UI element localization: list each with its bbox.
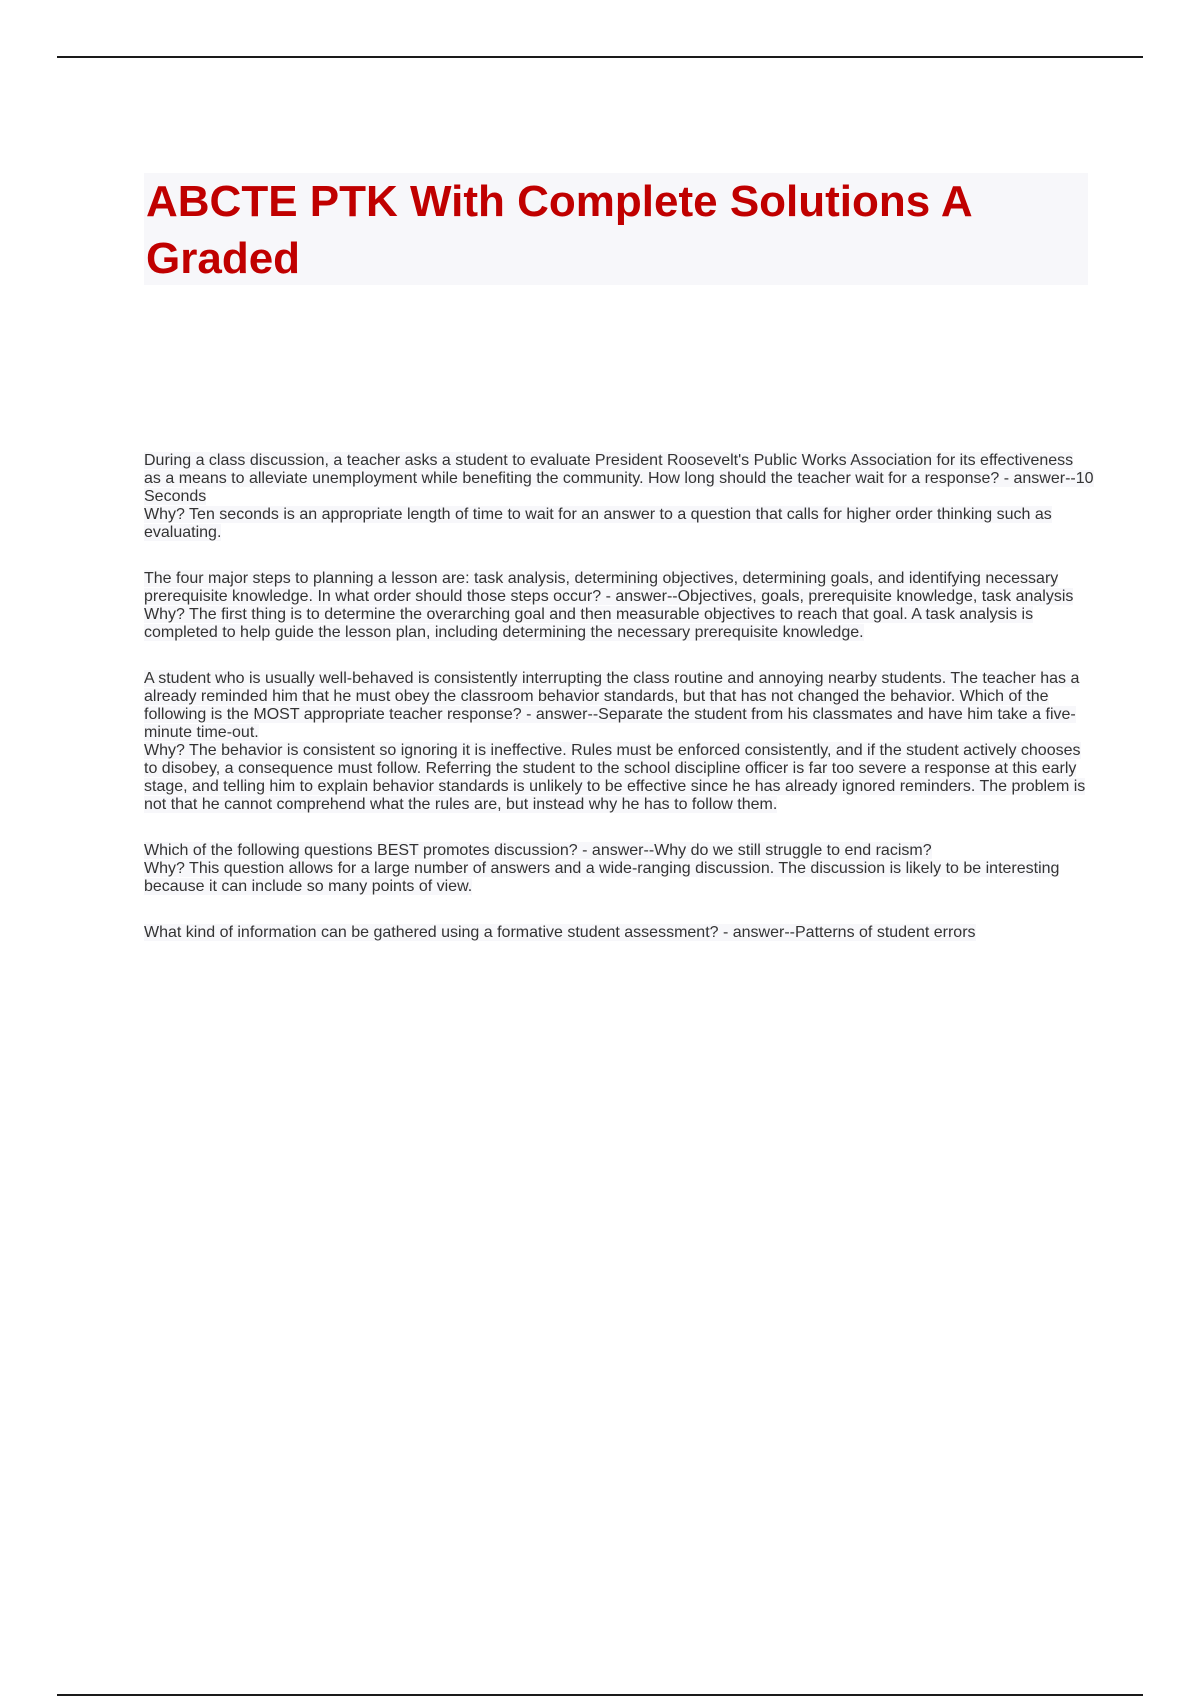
- question-text: The four major steps to planning a lesson are: task analysis, determining objectives, determining goals, and identifying necessary prerequisite knowledge. In what order should those steps occur? - answer--Objectives, goals, prerequisite knowledge, task analysis: [144, 570, 1074, 605]
- qa-list: [144, 452, 1094, 970]
- document-title: ABCTE PTK With Complete Solutions A Graded: [146, 177, 971, 283]
- question-text: During a class discussion, a teacher asks a student to evaluate President Roosevelt's Public Works Association for its effectiveness as a means to alleviate unemployment while benefiting the community. How long should the teacher wait for a response? - answer--10 Seconds: [144, 452, 1094, 505]
- explanation-text: Why? This question allows for a large number of answers and a wide-ranging discussion. The discussion is likely to be interesting because it can include so many points of view.: [144, 860, 1060, 895]
- bottom-rule: [57, 1694, 1143, 1696]
- qa-item-3: [144, 670, 1094, 814]
- qa-item-1: [144, 452, 1094, 542]
- question-text: What kind of information can be gathered using a formative student assessment? - answer--Patterns of student errors: [144, 924, 976, 941]
- title-block: [144, 173, 1088, 285]
- explanation-text: Why? Ten seconds is an appropriate length of time to wait for an answer to a question that calls for higher order thinking such as evaluating.: [144, 506, 1052, 541]
- qa-item-2: [144, 570, 1094, 642]
- qa-item-4: [144, 842, 1094, 896]
- explanation-text: Why? The behavior is consistent so ignoring it is ineffective. Rules must be enforced consistently, and if the student actively chooses to disobey, a consequence must follow. Referring the student to the school discipline officer is far too severe a response at this early stage, and telling him to explain behavior standards is unlikely to be effective since he has already ignored reminders. The problem is not that he cannot comprehend what the rules are, but instead why he has to follow them.: [144, 742, 1086, 813]
- explanation-text: Why? The first thing is to determine the overarching goal and then measurable objectives to reach that goal. A task analysis is completed to help guide the lesson plan, including determining the necessary prerequisite knowledge.: [144, 606, 1034, 641]
- question-text: Which of the following questions BEST promotes discussion? - answer--Why do we still struggle to end racism?: [144, 842, 932, 859]
- qa-item-5: [144, 924, 1094, 942]
- question-text: A student who is usually well-behaved is consistently interrupting the class routine and annoying nearby students. The teacher has a already reminded him that he must obey the classroom behavior standards, but that has not changed the behavior. Which of the following is the MOST appropriate teacher response? - answer--Separate the student from his classmates and have him take a five-minute time-out.: [144, 670, 1080, 741]
- top-rule: [57, 56, 1143, 58]
